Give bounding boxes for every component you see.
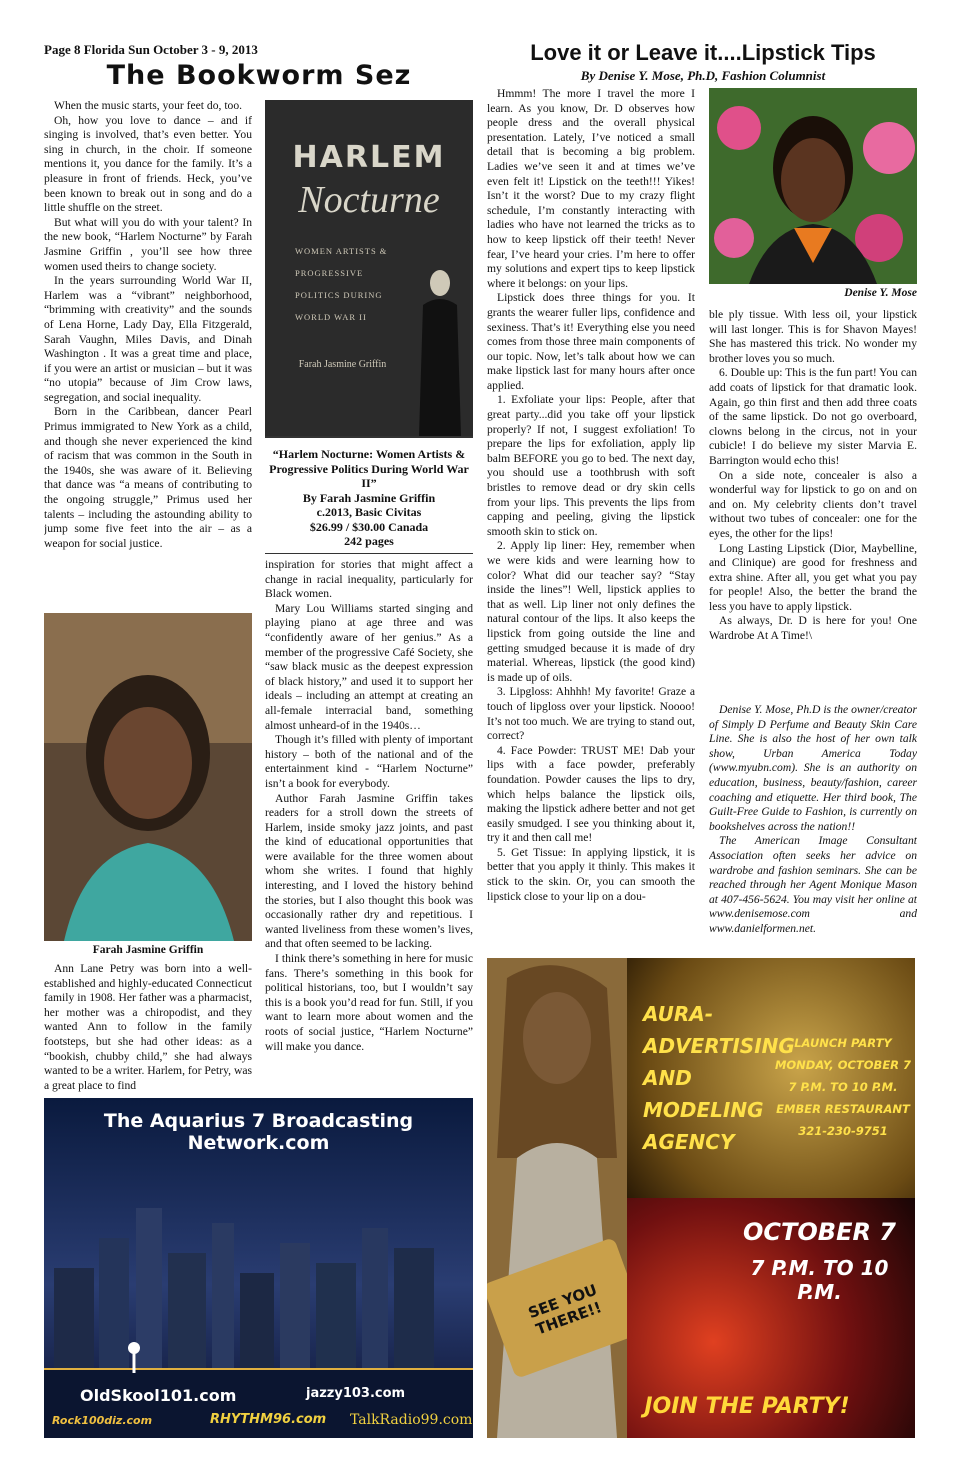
paragraph: Oh, how you love to dance – and if singing is involved, that’s even better. You sing in church, in the choir. If someone mentions it, you dance for the family. It’s a pleasure in front of friends. Heck, you’ve been known to break out in song and do a little shuffle on the street. <box>44 113 252 215</box>
book-info <box>265 447 473 549</box>
paragraph: inspiration for stories that might affect a change in racial inequality, particularly for Black women. <box>265 558 473 601</box>
paragraph: I think there’s something in here for music fans. There’s something in this book for political historians, too, but I wouldn’t say this is a book you’d read for fun. Still, if you want to learn more about women and the roots of social justice, “Harlem Nocturne” will make you dance. <box>265 952 473 1053</box>
join-party-text: JOIN THE PARTY! <box>644 1394 850 1419</box>
author-figure <box>44 613 252 941</box>
book-cover-title-script: Nocturne <box>298 179 440 221</box>
lipstick-byline: By Denise Y. Mose, Ph.D, Fashion Columnist <box>580 68 826 83</box>
columnist-figure <box>709 88 917 284</box>
paragraph: Mary Lou Williams started singing and playing piano at age three and was “confidently aware of her genius.” As a member of the progressive Café Society, she “saw black music as the deepest expression of black history,” and used it to support her ideals – including an attempt at creating an all-female interracial band, something almost unheard-of in the 1940s… <box>265 601 473 732</box>
bookworm-column-2 <box>265 558 473 1096</box>
ad-site-jazzy[interactable]: jazzy103.com <box>306 1386 406 1401</box>
book-info-author: By Farah Jasmine Griffin <box>302 490 436 505</box>
paragraph: Author Farah Jasmine Griffin takes readers for a stroll down the streets of Harlem, inside smoky jazz joints, and past the kind of educational opportunities that were available for the three women about whom she writes. I found that highly interesting, and I loved the history behind the stories, but I also thought this book was occasionally rather dry and repetitious. I wanted liveliness from these women’s lives, and that often seemed to be lacking. <box>265 791 473 951</box>
ad-network-title: The Aquarius 7 Broadcasting Network.com <box>103 1110 414 1154</box>
paragraph: In the years surrounding World War II, Harlem was a “vibrant” neighborhood, “brimming with creativity” and the sounds of Lena Horne, Lady Day, Ella Fitzgerald, Sarah Vaughn, Miles Davis, and Dinah Washington . It was a great time and place, if you were an artist or musician – but it was “no utopia” because of Jim Crow laws, segregation, and social inequality. <box>44 274 252 404</box>
page-header: Page 8 Florida Sun October 3 - 9, 2013 <box>44 42 258 57</box>
agency-name: AURA- ADVERTISING AND MODELING AGENCY <box>643 1002 795 1154</box>
lipstick-title: Love it or Leave it....Lipstick Tips <box>530 40 876 65</box>
paragraph: When the music starts, your feet do, too. <box>54 99 243 112</box>
author-bio <box>709 703 917 953</box>
columnist-photo-caption: Denise Y. Mose <box>844 287 917 299</box>
party-date: OCTOBER 7 <box>742 1218 896 1246</box>
paragraph: Though it’s filled with plenty of important history – both of the national and of the entertainment kind - “Harlem Nocturne” isn’t a book for everybody. <box>265 733 473 790</box>
paragraph: Lipstick does three things for you. It grants the wearer fuller lips, confidence and sexiness. That’s it! Everything else you need comes from those three main components of our topic. Now, let’s talk about how we can make lipstick last for many hours after once applied. <box>487 291 695 392</box>
book-info-publisher: c.2013, Basic Civitas <box>316 505 422 519</box>
paragraph: Denise Y. Mose, Ph.D is the owner/creator of Simply D Perfume and Beauty Skin Care Line. She is also the host of her own talk show, Urban America Today (www.myubn.com). She is an authority on education, business, beauty/fashion, career coaching and etiquette. Her third book, The Guilt-Free Guide to Fashion, is currently on bookshelves across the nation!! <box>709 703 917 833</box>
lipstick-column-2 <box>709 308 917 703</box>
paragraph: 2. Apply lip liner: Hey, remember when we were kids and were learning how to color? What did our teacher say? “Stay inside the lines”! Well, lipstick applies to that as well. Lip liner not only defines the natural contour of the lips. It also keeps the lipstick from going outside the line and getting smudged because it is made of dry material. Whereas, lipstick (the good kind) is made up of oils. <box>487 539 695 684</box>
paragraph: Born in the Caribbean, dancer Pearl Primus immigrated to New York as a child, and though she never experienced the kind of racism that was common in the South in the 1940s, she was aware of it. Believing that dance was “a means of contributing to the ongoing struggle,” Primus used her talents – including the astounding ability to jump some five feet into the air – as a weapon for social justice. <box>44 405 252 550</box>
paragraph: The American Image Consultant Association often seeks her advice on wardrobe and fashion seminars. She can be reached through her Agent Monique Mason at 407-456-5624. You may visit her online at www.denisemose.com and www.danielformen.net. <box>709 834 917 935</box>
launch-party-details: LAUNCH PARTY MONDAY, OCTOBER 7 7 P.M. TO 10 P.M. EMBER RESTAURANT 321-230-9751 <box>774 1036 912 1138</box>
broadcasting-network-ad[interactable] <box>44 1098 473 1438</box>
paragraph: 6. Double up: This is the fun part! You can add coats of lipstick for that dramatic look. Again, go thin first and then add three coats of the same lipstick. Do not go overboard, clowns belong in the circus, not in your cubicle! I do believe my sister Marvia E. Barrington would echo this! <box>709 366 917 467</box>
paragraph: Ann Lane Petry was born into a well-established and highly-educated Connecticut family in 1908. Her father was a pharmacist, her mother was a chiropodist, and they wanted Ann to follow in the family footsteps, but she had other ideas: as a “bookish, chubby child,” she had always wanted to be a writer. Harlem, for Petry, was a great place to find <box>44 962 252 1092</box>
ad-site-talkradio[interactable]: TalkRadio99.com <box>350 1412 473 1428</box>
paragraph: Long Lasting Lipstick (Dior, Maybelline, and Clinique) are good for freshness and extra shine. After all, you get what you pay for people! Also, the better the brand the less you have to apply lipstick. <box>709 541 917 613</box>
book-cover-author: Farah Jasmine Griffin <box>298 359 387 370</box>
ad-site-rock[interactable]: Rock100diz.com <box>52 1414 153 1427</box>
party-panel <box>627 1198 915 1438</box>
book-info-pages: 242 pages <box>344 534 394 548</box>
book-cover-title: HARLEM <box>292 140 446 175</box>
paragraph: As always, Dr. D is here for you! One Wardrobe At A Time!\ <box>709 614 917 643</box>
bookworm-title: The Bookworm Sez <box>106 60 412 91</box>
paragraph: 4. Face Powder: TRUST ME! Dab your lips with a face powder, preferably foundation. Powder causes the lips to dry, which helps balance the lipstick oils, making the lipstick adhere better and not get easily smudged. I see you thinking about it, try it and then call me! <box>487 743 695 845</box>
book-cover-figure <box>415 265 465 436</box>
paragraph: 5. Get Tissue: In applying lipstick, it is better that you apply it thinly. This makes it stick to the skin. Or, you can smooth the lipstick close to your lip on a dou- <box>487 845 695 903</box>
book-info-price: $26.99 / $30.00 Canada <box>309 519 429 534</box>
book-info-title: “Harlem Nocturne: Women Artists & Progressive Politics During World War II” <box>269 447 469 490</box>
agency-panel <box>627 958 915 1198</box>
paragraph: ble ply tissue. With less oil, your lipstick will last longer. This is for Shavon Mayes! She has mastered this trick. No wonder my brother loves you so much. <box>709 308 917 365</box>
paragraph: On a side note, concealer is also a wonderful way for lipstick to go on and on and on. My celebrity clients don’t travel without two tubes of concealer: one for the eyes, the other for the lips! <box>709 468 917 540</box>
bookworm-column-1b <box>44 962 252 1097</box>
ad-site-rhythm[interactable]: RHYTHM96.com <box>210 1412 327 1427</box>
book-info-divider <box>265 553 473 554</box>
ad-site-oldskool[interactable]: OldSkool101.com <box>80 1386 237 1405</box>
paragraph: 1. Exfoliate your lips: People, after that great party...did you take off your lipstick properly? If not, I suggest exfoliation! To prepare the lips for exfoliation, apply lip balm BEFORE you go to bed. The next day, you should use a toothbrush with soft bristles to remove dead or dry skin cells from your lips. This prevents the lips from capping and peeling, giving the lipstick smooth skin to stick on. <box>487 393 695 538</box>
bookworm-column-1 <box>44 99 252 609</box>
see-you-there-text: SEE YOU THERE!! <box>525 1280 605 1339</box>
book-cover-subtitle: WOMEN ARTISTS & PROGRESSIVE POLITICS DURING WORLD WAR II <box>295 246 388 322</box>
columnist-photo <box>709 88 917 284</box>
paragraph: But what will you do with your talent? In the new book, “Harlem Nocturne” by Farah Jasmine Griffin , you’ll see how three women used theirs to change society. <box>44 215 252 273</box>
launch-party-ad[interactable] <box>487 958 915 1438</box>
paragraph: Hmmm! The more I travel the more I learn. As you know, Dr. D observes how people dress and the overall physical presentation. Lately, I’ve noticed a small detail that is becoming a big problem. Ladies we’ve seen it and at times we’ve even felt it! Lipstick on the teeth!!! Yikes! Isn’t it the worst? Due to my crazy flight schedule, I’m constantly interacting with ladies who have not learned the tricks as to how to keep lipstick off their teeth! Never fear, I’ve heard your cries. I’m here to offer my solutions and expert tips to keep lipstick where it belongs: on your lips. <box>487 87 695 290</box>
book-divider <box>265 436 473 438</box>
paragraph: 3. Lipgloss: Ahhhh! My favorite! Graze a touch of lipgloss over your lipstick. Noooo! It’s not too much. We are trying to stand out, correct? <box>487 685 695 743</box>
author-photo <box>44 613 252 941</box>
book-cover <box>265 100 473 436</box>
model-photo <box>487 958 627 1438</box>
author-photo-caption: Farah Jasmine Griffin <box>92 944 204 956</box>
lipstick-column-1 <box>487 87 695 951</box>
party-time: 7 P.M. TO 10 P.M. <box>750 1256 889 1304</box>
